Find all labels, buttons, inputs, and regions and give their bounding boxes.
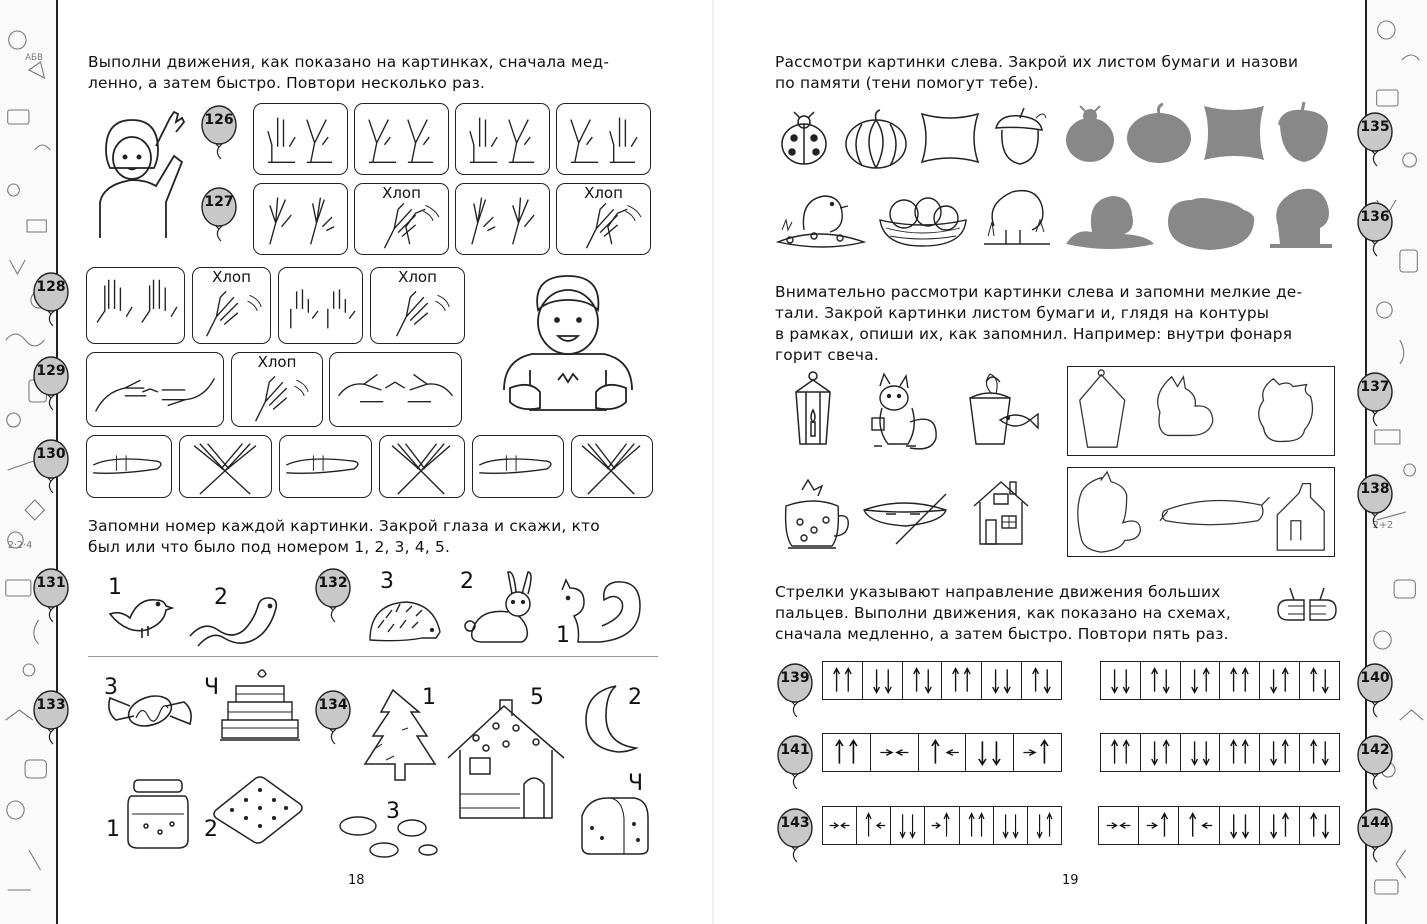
thumb-arrow — [877, 823, 885, 829]
arrow-cell — [924, 807, 958, 844]
thumb-arrow — [1243, 668, 1249, 691]
clap-label: Хлоп — [257, 353, 297, 371]
picture-number: 5 — [530, 685, 544, 710]
thumb-arrow — [1005, 669, 1011, 692]
arrow-cell — [1099, 807, 1138, 844]
thumb-arrow — [885, 669, 891, 692]
arrow-cell — [1180, 734, 1220, 771]
thumb-arrow — [1242, 814, 1248, 837]
thumb-arrow — [1107, 823, 1117, 829]
thumb-arrow — [965, 668, 971, 691]
exercise-number: 144 — [1360, 815, 1390, 831]
candy-picture — [106, 682, 194, 740]
thumb-arrow — [1147, 823, 1157, 829]
gingerbread-house-picture — [440, 698, 572, 822]
clap-card — [231, 352, 323, 427]
thumb-arrow — [1024, 750, 1036, 756]
exercise-number: 137 — [1360, 379, 1390, 395]
exercise-balloon — [32, 566, 74, 624]
hand-gesture-card — [571, 435, 653, 498]
arrow-cell — [993, 807, 1027, 844]
thumb-arrow-strip-142 — [1100, 733, 1340, 772]
text-line: по памяти (тени помогут тебе). — [775, 74, 1039, 92]
pumpkin-picture — [842, 110, 910, 170]
thumb-arrow — [925, 669, 931, 692]
outline-frame-138 — [1067, 467, 1335, 557]
text-line: сначала медленно, а затем быстро. Повтори пять раз. — [775, 625, 1229, 643]
thumb-arrow — [910, 814, 915, 837]
exercise-number: 134 — [318, 697, 348, 713]
arrow-cell — [1027, 807, 1061, 844]
thumb-arrow — [1283, 740, 1289, 763]
pillow-picture — [918, 110, 982, 166]
exercise-balloon — [1356, 200, 1398, 258]
girl-raising-hand-illustration — [92, 110, 190, 238]
exercise-number: 143 — [780, 815, 810, 831]
text-line: Рассмотри картинки слева. Закрой их листом бумаги и назови — [775, 53, 1299, 71]
clap-label: Хлоп — [584, 184, 623, 202]
thumbs-hands-illustration — [1274, 584, 1340, 634]
exercise-balloon — [32, 270, 74, 328]
thumb-arrow — [1190, 813, 1196, 836]
text-line: был или что было под номером 1, 2, 3, 4, 5. — [88, 538, 451, 556]
svg-text:2+2: 2+2 — [1372, 519, 1394, 532]
jam-jar-picture — [126, 778, 190, 850]
clap-card — [370, 267, 465, 344]
exercise-number: 135 — [1360, 119, 1390, 135]
exercise-number: 139 — [780, 670, 810, 686]
picture-number: 1 — [556, 623, 570, 648]
exercise-number: 133 — [36, 697, 66, 713]
thumb-arrow — [932, 823, 940, 829]
left-task1-text — [88, 52, 654, 94]
thumb-arrow — [1013, 814, 1018, 837]
hand-gesture-card — [455, 183, 550, 255]
right-task2-text — [775, 282, 1341, 366]
thumb-arrow — [1322, 669, 1328, 692]
exercise-balloon — [776, 661, 818, 719]
exercise-balloon — [314, 566, 356, 624]
exercise-number: 130 — [36, 446, 66, 462]
thumb-arrow-strip-144 — [1098, 806, 1340, 845]
thumb-arrow — [1231, 668, 1237, 691]
clap-label: Хлоп — [382, 184, 421, 202]
bread-loaf-picture — [578, 794, 650, 856]
thumb-arrow — [1203, 823, 1213, 829]
ladybug-shadow — [1060, 104, 1118, 164]
exercise-balloon — [1356, 806, 1398, 864]
clap-label: Хлоп — [212, 268, 251, 286]
arrow-cell — [1021, 662, 1061, 699]
thumb-arrow — [1271, 741, 1277, 764]
exercise-balloon — [314, 688, 356, 746]
arrow-cell — [1101, 734, 1140, 771]
thumb-arrow — [1191, 669, 1197, 692]
picture-number: Ч — [204, 675, 220, 700]
exercise-number: 126 — [204, 112, 234, 128]
arrow-cell — [870, 734, 918, 771]
arrow-cell — [1219, 734, 1259, 771]
thumb-arrow — [1311, 740, 1317, 763]
mole-shadow — [1062, 186, 1154, 250]
arrow-cell — [1138, 807, 1178, 844]
hand-gesture-card — [556, 103, 651, 175]
clap-card — [354, 183, 449, 255]
picture-number: 2 — [204, 817, 218, 842]
exercise-balloon — [776, 733, 818, 791]
hand-gesture-card — [329, 352, 462, 427]
thumb-arrow — [1322, 814, 1328, 837]
arrow-cell — [902, 662, 942, 699]
book-spine — [712, 0, 714, 924]
clap-card — [556, 183, 651, 255]
thumb-arrow — [1162, 813, 1168, 836]
pumpkin-shadow — [1126, 104, 1192, 164]
right-task1-text — [775, 52, 1341, 94]
thumb-arrow — [897, 750, 909, 756]
boy-illustration — [500, 270, 636, 416]
exercise-balloon — [776, 806, 818, 864]
picture-number: 2 — [214, 585, 228, 610]
hand-gesture-card — [86, 267, 185, 344]
thumb-arrow — [1322, 741, 1328, 764]
thumb-arrow — [947, 750, 959, 756]
cracker-picture — [212, 774, 304, 844]
arrow-cell — [1140, 662, 1180, 699]
bird-picture — [106, 584, 172, 640]
arrow-cell — [1101, 662, 1140, 699]
thumb-arrow — [1283, 668, 1289, 691]
arrow-cell — [823, 734, 870, 771]
thumb-arrow — [913, 668, 919, 691]
hand-gesture-card — [253, 183, 348, 255]
arrow-cell — [965, 734, 1013, 771]
svg-text:2·2·4: 2·2·4 — [7, 539, 33, 552]
text-line: Внимательно рассмотри картинки слева и запомни мелкие де- — [775, 283, 1303, 301]
squirrel-picture — [554, 576, 644, 644]
thumb-arrow — [1123, 669, 1129, 692]
arrow-cell — [1259, 734, 1299, 771]
exercise-number: 142 — [1360, 742, 1390, 758]
thumb-arrow — [969, 813, 974, 836]
picture-number: 1 — [106, 817, 120, 842]
picture-number: 3 — [104, 675, 118, 700]
bucket-with-fish-picture — [962, 370, 1040, 452]
arrow-cell — [1299, 734, 1339, 771]
thumb-arrow — [1270, 814, 1276, 837]
text-line: в рамках, опиши их, как запомнил. Например: внутри фонаря — [775, 325, 1293, 343]
hand-gesture-card — [86, 435, 172, 498]
exercise-balloon — [32, 437, 74, 495]
text-line: горит свеча. — [775, 346, 879, 364]
arrow-cell — [941, 662, 981, 699]
picture-number: 1 — [422, 685, 436, 710]
thumb-arrow — [953, 668, 959, 691]
thumb-arrow — [979, 813, 984, 836]
thumb-arrow — [1191, 741, 1197, 764]
boat-with-oar-picture — [860, 490, 950, 546]
thumb-arrow-strip-141 — [822, 733, 1062, 772]
thumb-arrow — [1033, 668, 1039, 691]
acorn-shadow — [1272, 98, 1334, 164]
arrow-cell — [1178, 807, 1218, 844]
arrow-cell — [823, 807, 856, 844]
hand-gesture-card — [278, 267, 363, 344]
exercise-balloon — [1356, 370, 1398, 428]
picture-number: Ч — [628, 771, 644, 796]
section-divider — [88, 656, 658, 657]
exercise-number: 140 — [1360, 670, 1390, 686]
text-line: Выполни движения, как показано на картинках, сначала мед- — [88, 53, 610, 71]
nest-with-eggs-picture — [876, 194, 970, 248]
arrow-cell — [1140, 734, 1180, 771]
thumb-arrow — [1230, 814, 1236, 837]
thumb-arrow-strip-143 — [822, 806, 1062, 845]
cake-picture — [218, 666, 302, 746]
arrow-cell — [862, 662, 902, 699]
exercise-number: 127 — [204, 194, 234, 210]
thumb-arrow — [1112, 669, 1118, 692]
exercise-balloon — [1356, 110, 1398, 168]
lantern-picture — [784, 370, 842, 452]
arrow-cell — [1259, 807, 1299, 844]
thumb-arrow — [850, 740, 857, 763]
thumb-arrow — [1112, 740, 1118, 763]
thumb-arrow — [1152, 741, 1158, 764]
hand-gesture-card — [179, 435, 272, 498]
hand-gesture-card — [455, 103, 550, 175]
hand-gesture-card — [379, 435, 465, 498]
thumb-arrow — [1163, 740, 1169, 763]
thumb-arrow — [1311, 813, 1317, 836]
picture-number: 1 — [108, 575, 122, 600]
thumb-arrow — [1037, 814, 1042, 837]
thumb-arrow — [866, 813, 871, 836]
small-house-picture — [970, 476, 1032, 548]
arrow-cell — [918, 734, 966, 771]
exercise-number: 141 — [780, 742, 810, 758]
thumb-arrow — [841, 823, 849, 829]
thumb-arrow — [834, 668, 840, 691]
exercise-number: 132 — [318, 575, 348, 591]
exercise-balloon — [1356, 733, 1398, 791]
exercise-number: 136 — [1360, 209, 1390, 225]
svg-text:АБВ: АБВ — [25, 52, 43, 64]
exercise-number: 138 — [1360, 481, 1390, 497]
exercise-balloon — [32, 688, 74, 746]
rabbit-picture — [462, 570, 544, 644]
arrow-cell — [1180, 662, 1220, 699]
thumb-arrow — [993, 669, 999, 692]
clap-card — [192, 267, 271, 344]
arrow-cell — [823, 662, 862, 699]
acorn-picture — [990, 104, 1048, 168]
arrow-cell — [890, 807, 924, 844]
picture-number: 2 — [460, 569, 474, 594]
text-line: Запомни номер каждой картинки. Закрой глаза и скажи, кто — [88, 517, 600, 535]
thumb-arrow — [1243, 740, 1249, 763]
exercise-balloon — [200, 103, 242, 161]
ladybug-picture — [774, 110, 832, 168]
exercise-balloon — [1356, 472, 1398, 530]
pillow-shadow — [1202, 104, 1266, 162]
thumb-arrow — [1203, 741, 1209, 764]
picture-number: 3 — [386, 799, 400, 824]
thumb-arrow — [931, 740, 938, 763]
thumb-arrow-strip-139 — [822, 661, 1062, 700]
arrow-cell — [1299, 662, 1339, 699]
arrow-cell — [959, 807, 993, 844]
thumb-arrow — [845, 668, 851, 691]
page-number-left: 18 — [348, 873, 365, 888]
exercise-number: 131 — [36, 575, 66, 591]
outline-frame-137 — [1067, 366, 1335, 456]
arrow-cell — [1299, 807, 1339, 844]
thumb-arrow — [1271, 669, 1277, 692]
thumb-arrow — [1163, 669, 1169, 692]
thumb-arrow — [1123, 740, 1129, 763]
hand-gesture-card — [472, 435, 564, 498]
arrow-cell — [856, 807, 890, 844]
thumb-arrow — [1152, 668, 1158, 691]
exercise-balloon — [200, 185, 242, 243]
picture-number: 3 — [380, 569, 394, 594]
hand-gesture-card — [354, 103, 449, 175]
thumb-arrow — [836, 740, 843, 763]
mushroom-cluster-picture — [980, 186, 1054, 248]
arrow-cell — [1013, 734, 1061, 771]
exercise-balloon — [1356, 661, 1398, 719]
thumb-arrow — [1044, 669, 1050, 692]
nest-shadow — [1164, 196, 1258, 250]
text-line: ленно, а затем быстро. Повтори несколько раз. — [88, 74, 486, 92]
arrow-cell — [1219, 807, 1259, 844]
page-number-right: 19 — [1062, 873, 1079, 888]
thumb-arrow — [993, 741, 1000, 764]
text-line: тали. Закрой картинки листом бумаги и, глядя на контуры — [775, 304, 1270, 322]
hand-gesture-card — [279, 435, 372, 498]
thumb-arrow — [1041, 740, 1048, 763]
fir-tree-picture — [356, 688, 430, 786]
worm-picture — [186, 596, 280, 644]
squirrel-with-bag-picture — [866, 372, 940, 452]
thumb-arrow — [1003, 814, 1008, 837]
hand-gesture-card — [86, 352, 224, 427]
mushroom-shadow — [1266, 184, 1338, 248]
thumb-arrow — [1311, 668, 1317, 691]
text-line: пальцев. Выполни движения, как показано на схемах, — [775, 604, 1231, 622]
thumb-arrow — [880, 750, 892, 756]
teacup-picture — [782, 478, 850, 552]
thumb-arrow-strip-140 — [1100, 661, 1340, 700]
exercise-number: 129 — [36, 363, 66, 379]
mole-picture — [774, 186, 868, 250]
right-task3-text — [775, 582, 1257, 645]
thumb-arrow — [900, 814, 905, 837]
hedgehog-picture — [366, 598, 442, 646]
thumb-arrow — [874, 669, 880, 692]
thumb-arrow — [1047, 813, 1052, 836]
arrow-cell — [1219, 662, 1259, 699]
exercise-balloon — [32, 354, 74, 412]
arrow-cell — [981, 662, 1021, 699]
thumb-arrow — [1203, 668, 1209, 691]
hand-gesture-card — [253, 103, 348, 175]
clap-label: Хлоп — [398, 268, 437, 286]
picture-number: 2 — [628, 685, 642, 710]
thumb-arrow — [1282, 813, 1288, 836]
thumb-arrow — [1121, 823, 1131, 829]
left-task2-text — [88, 516, 654, 558]
thumb-arrow — [1231, 740, 1237, 763]
thumb-arrow — [979, 741, 986, 764]
thumb-arrow — [944, 813, 949, 836]
arrow-cell — [1259, 662, 1299, 699]
thumb-arrow — [830, 823, 838, 829]
text-line: Стрелки указывают направление движения больших — [775, 583, 1221, 601]
exercise-number: 128 — [36, 279, 66, 295]
